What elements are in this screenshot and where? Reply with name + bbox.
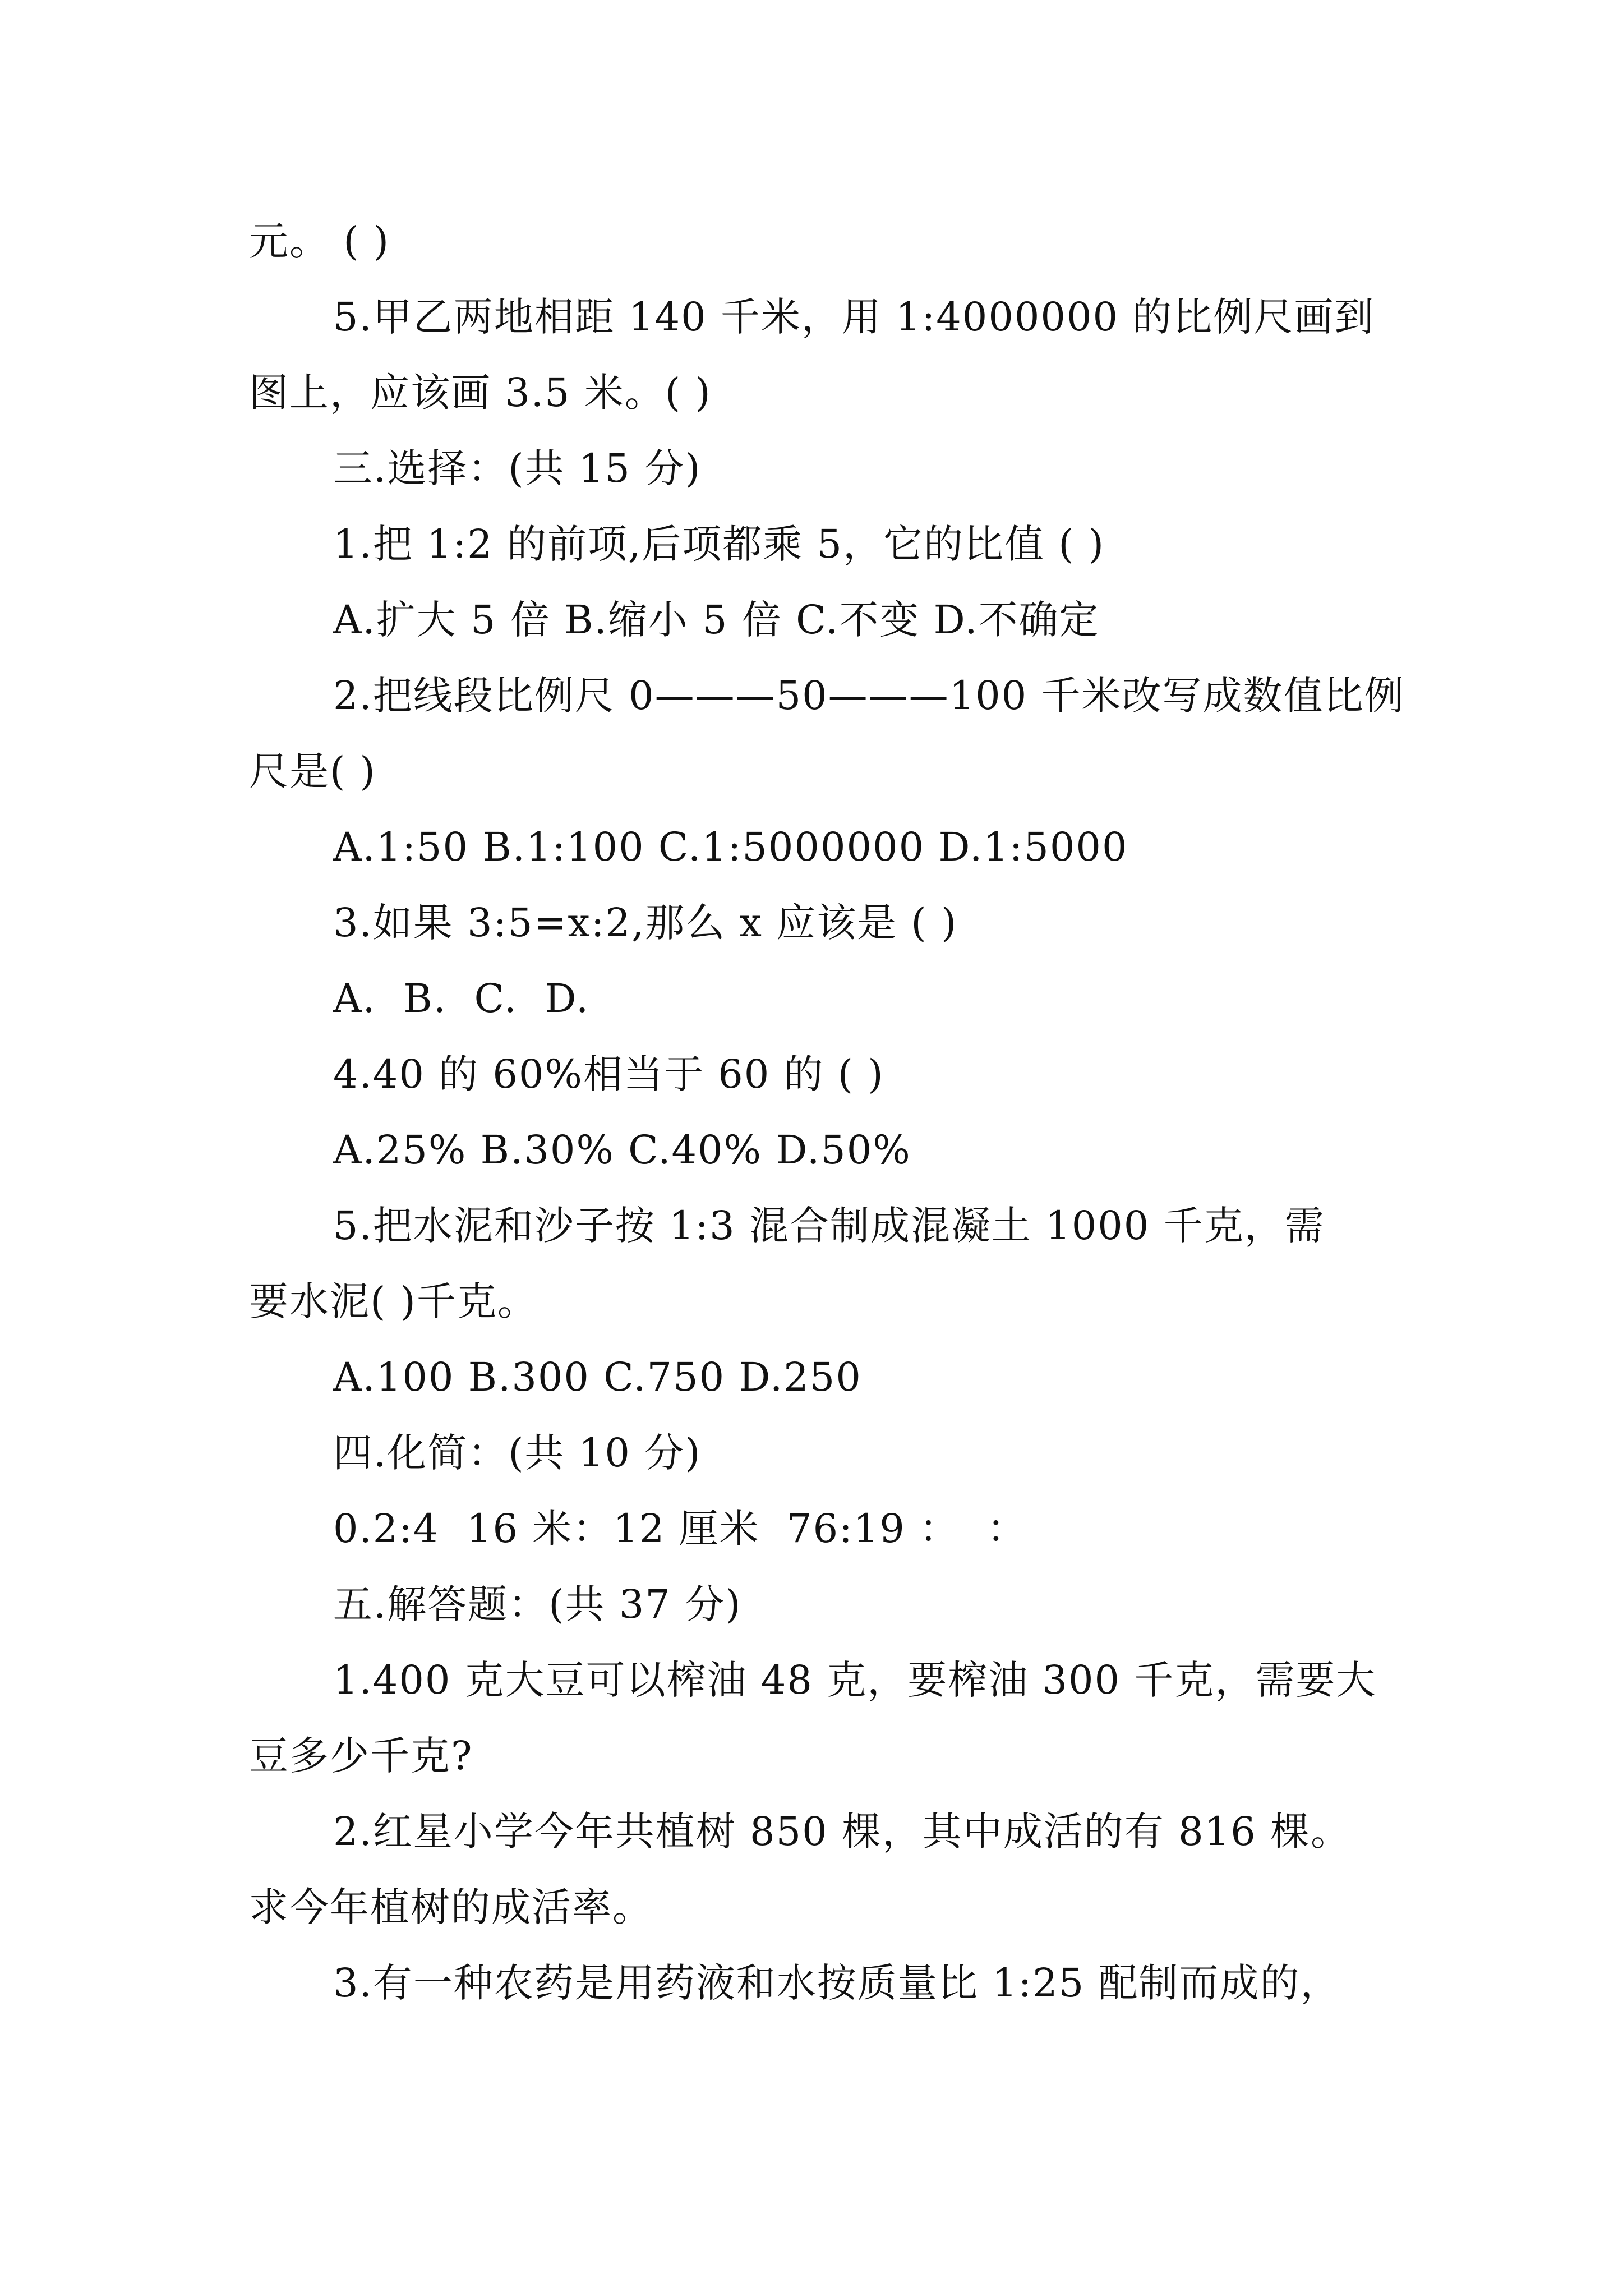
answer-options: A. B. C. D.: [333, 976, 590, 1022]
answer-options: A.1:50 B.1:100 C.1:5000000 D.1:5000: [333, 824, 1128, 870]
answer-options: A.25% B.30% C.40% D.50%: [333, 1127, 911, 1173]
text-line: 5.甲乙两地相距 140 千米，用 1:4000000 的比例尺画到: [333, 294, 1375, 340]
text-line: 求今年植树的成活率。: [249, 1884, 653, 1930]
question-text: 3.有一种农药是用药液和水按质量比 1:25 配制而成的，: [333, 1960, 1341, 2006]
question-text: 0.2:4 16 米：12 厘米 76:19 ： ：: [333, 1506, 1027, 1552]
text-line: 要水泥( )千克。: [249, 1278, 538, 1324]
question-text: 2.把线段比例尺 0———50———100 千米改写成数值比例: [333, 673, 1405, 719]
text-line: 图上，应该画 3.5 米。( ): [249, 370, 712, 416]
section-heading: 五.解答题：(共 37 分): [333, 1581, 742, 1627]
question-text: 3.如果 3:5=x:2,那么 x 应该是 ( ): [333, 900, 958, 946]
text-line: 元。 ( ): [249, 218, 390, 264]
question-text: 1.把 1:2 的前项,后项都乘 5，它的比值 ( ): [333, 521, 1105, 567]
text-line: 豆多少千克?: [249, 1733, 473, 1779]
question-text: 5.把水泥和沙子按 1:3 混合制成混凝土 1000 千克，需: [333, 1203, 1325, 1249]
text-line: 尺是( ): [249, 748, 376, 794]
answer-options: A.100 B.300 C.750 D.250: [333, 1354, 862, 1400]
question-text: 1.400 克大豆可以榨油 48 克，要榨油 300 千克，需要大: [333, 1657, 1377, 1703]
section-heading: 三.选择：(共 15 分): [333, 445, 702, 491]
question-text: 2.红星小学今年共植树 850 棵，其中成活的有 816 棵。: [333, 1809, 1352, 1855]
question-text: 4.40 的 60%相当于 60 的 ( ): [333, 1051, 884, 1097]
section-heading: 四.化简：(共 10 分): [333, 1430, 702, 1476]
answer-options: A.扩大 5 倍 B.缩小 5 倍 C.不变 D.不确定: [333, 597, 1100, 643]
